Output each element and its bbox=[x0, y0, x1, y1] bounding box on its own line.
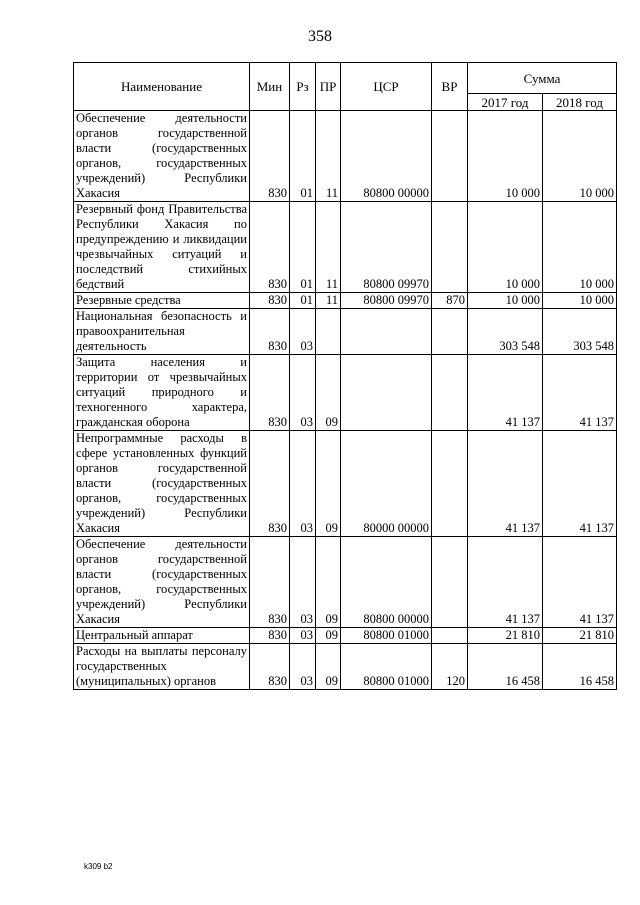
row-min: 830 bbox=[250, 537, 290, 628]
row-csr: 80800 09970 bbox=[341, 202, 432, 293]
row-name: Обеспечение деятельности органов государственной власти (государственных органов, государственных учреждений) Республики Хакасия bbox=[74, 537, 250, 628]
row-csr bbox=[341, 309, 432, 355]
row-sum-2018: 10 000 bbox=[543, 293, 617, 309]
row-rz: 03 bbox=[290, 309, 316, 355]
row-vr: 120 bbox=[432, 644, 468, 690]
row-csr: 80800 01000 bbox=[341, 644, 432, 690]
table-row bbox=[74, 355, 617, 431]
row-sum-2017: 41 137 bbox=[468, 431, 543, 537]
row-sum-2017: 16 458 bbox=[468, 644, 543, 690]
budget-table bbox=[73, 62, 617, 690]
table-row bbox=[74, 111, 617, 202]
table-row bbox=[74, 309, 617, 355]
row-vr bbox=[432, 431, 468, 537]
row-min: 830 bbox=[250, 309, 290, 355]
row-name: Национальная безопасность и правоохранительная деятельность bbox=[74, 309, 250, 355]
row-vr: 870 bbox=[432, 293, 468, 309]
row-sum-2018: 41 137 bbox=[543, 431, 617, 537]
row-sum-2017: 21 810 bbox=[468, 628, 543, 644]
header-pr: ПР bbox=[316, 63, 341, 111]
header-csr: ЦСР bbox=[341, 63, 432, 111]
row-name: Центральный аппарат bbox=[74, 628, 250, 644]
row-min: 830 bbox=[250, 293, 290, 309]
row-vr bbox=[432, 309, 468, 355]
row-sum-2018: 303 548 bbox=[543, 309, 617, 355]
header-year-2018: 2018 год bbox=[543, 94, 617, 111]
row-pr: 09 bbox=[316, 355, 341, 431]
row-name: Резервные средства bbox=[74, 293, 250, 309]
table-row bbox=[74, 644, 617, 690]
table-row bbox=[74, 293, 617, 309]
row-rz: 03 bbox=[290, 644, 316, 690]
row-rz: 03 bbox=[290, 355, 316, 431]
row-sum-2017: 41 137 bbox=[468, 537, 543, 628]
row-pr: 09 bbox=[316, 431, 341, 537]
row-sum-2017: 10 000 bbox=[468, 111, 543, 202]
table-row bbox=[74, 628, 617, 644]
table-row bbox=[74, 431, 617, 537]
row-min: 830 bbox=[250, 355, 290, 431]
row-sum-2017: 41 137 bbox=[468, 355, 543, 431]
row-rz: 01 bbox=[290, 293, 316, 309]
row-csr: 80800 01000 bbox=[341, 628, 432, 644]
row-sum-2018: 21 810 bbox=[543, 628, 617, 644]
row-sum-2018: 10 000 bbox=[543, 111, 617, 202]
row-name: Расходы на выплаты персоналу государственных (муниципальных) органов bbox=[74, 644, 250, 690]
row-min: 830 bbox=[250, 628, 290, 644]
row-vr bbox=[432, 111, 468, 202]
row-pr: 09 bbox=[316, 628, 341, 644]
row-rz: 03 bbox=[290, 431, 316, 537]
row-sum-2017: 10 000 bbox=[468, 202, 543, 293]
row-min: 830 bbox=[250, 111, 290, 202]
row-sum-2018: 10 000 bbox=[543, 202, 617, 293]
row-sum-2018: 41 137 bbox=[543, 355, 617, 431]
row-csr: 80800 09970 bbox=[341, 293, 432, 309]
row-pr bbox=[316, 309, 341, 355]
footer-code: k309 b2 bbox=[84, 862, 113, 871]
row-sum-2018: 41 137 bbox=[543, 537, 617, 628]
row-csr: 80800 00000 bbox=[341, 537, 432, 628]
row-vr bbox=[432, 628, 468, 644]
row-pr: 11 bbox=[316, 202, 341, 293]
row-name: Защита населения и территории от чрезвычайных ситуаций природного и техногенного характера, гражданская оборона bbox=[74, 355, 250, 431]
row-name: Резервный фонд Правительства Республики Хакасия по предупреждению и ликвидации чрезвычайных ситуаций и последствий стихийных бедствий bbox=[74, 202, 250, 293]
row-csr: 80800 00000 bbox=[341, 111, 432, 202]
page-number: 358 bbox=[308, 28, 332, 45]
row-min: 830 bbox=[250, 644, 290, 690]
header-min: Мин bbox=[250, 63, 290, 111]
row-pr: 09 bbox=[316, 644, 341, 690]
row-sum-2017: 303 548 bbox=[468, 309, 543, 355]
row-name: Обеспечение деятельности органов государственной власти (государственных органов, государственных учреждений) Республики Хакасия bbox=[74, 111, 250, 202]
row-rz: 01 bbox=[290, 202, 316, 293]
table-row bbox=[74, 537, 617, 628]
row-csr bbox=[341, 355, 432, 431]
row-sum-2018: 16 458 bbox=[543, 644, 617, 690]
row-pr: 09 bbox=[316, 537, 341, 628]
row-min: 830 bbox=[250, 202, 290, 293]
row-pr: 11 bbox=[316, 111, 341, 202]
row-sum-2017: 10 000 bbox=[468, 293, 543, 309]
header-name: Наименование bbox=[74, 63, 250, 111]
table-row bbox=[74, 202, 617, 293]
header-sum: Сумма bbox=[468, 63, 617, 94]
header-year-2017: 2017 год bbox=[468, 94, 543, 111]
row-rz: 03 bbox=[290, 628, 316, 644]
row-vr bbox=[432, 355, 468, 431]
header-vr: ВР bbox=[432, 63, 468, 111]
row-min: 830 bbox=[250, 431, 290, 537]
row-csr: 80000 00000 bbox=[341, 431, 432, 537]
header-rz: Рз bbox=[290, 63, 316, 111]
row-pr: 11 bbox=[316, 293, 341, 309]
row-vr bbox=[432, 202, 468, 293]
row-rz: 01 bbox=[290, 111, 316, 202]
row-rz: 03 bbox=[290, 537, 316, 628]
row-name: Непрограммные расходы в сфере установленных функций органов государственной власти (государственных органов, государственных учреждений) Республики Хакасия bbox=[74, 431, 250, 537]
row-vr bbox=[432, 537, 468, 628]
